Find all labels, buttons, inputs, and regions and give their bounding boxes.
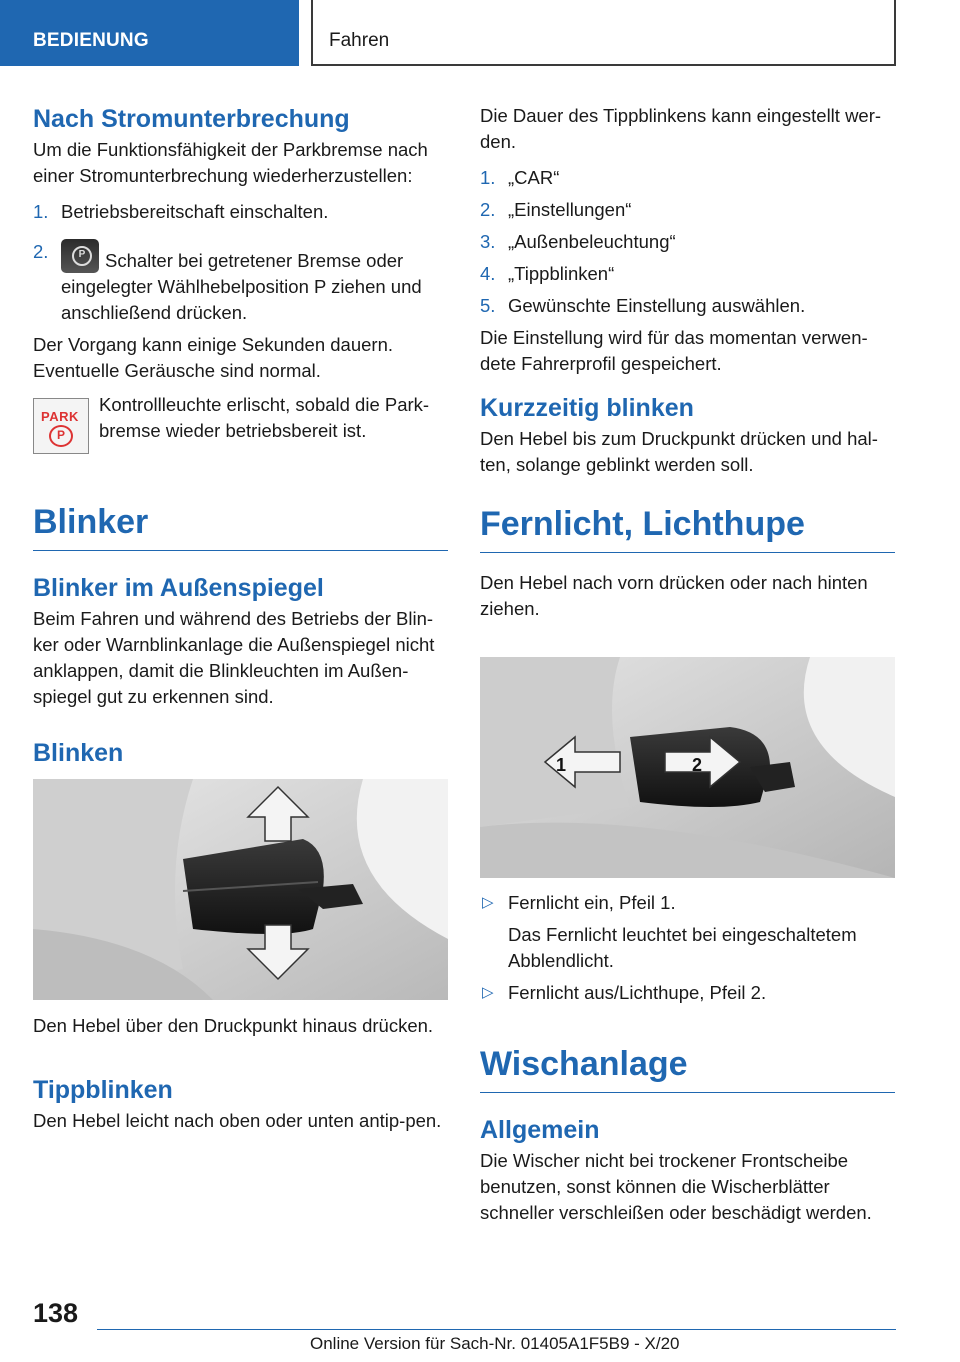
high-beam-lever-image bbox=[480, 657, 895, 878]
left-column-lower bbox=[33, 1013, 453, 1134]
heading-blinken: Blinken bbox=[33, 739, 124, 767]
list-text: „Einstellungen“ bbox=[508, 199, 632, 220]
blinken-caption: Den Hebel über den Druckpunkt hinaus drücken. bbox=[33, 1015, 434, 1036]
heading-allgemein: Allgemein bbox=[480, 1116, 600, 1144]
list-number: 1. bbox=[480, 167, 496, 188]
park-icon-label: PARK bbox=[41, 409, 79, 424]
park-warning-icon bbox=[33, 398, 89, 454]
heading-tippblinken: Tippblinken bbox=[33, 1076, 173, 1104]
list-number: 1. bbox=[33, 201, 49, 222]
list-text: Betriebsbereitschaft einschalten. bbox=[61, 201, 329, 222]
parking-brake-switch-icon bbox=[61, 239, 99, 273]
heading-fernlicht: Fernlicht, Lichthupe bbox=[480, 502, 895, 553]
list-item bbox=[33, 199, 448, 225]
list-item bbox=[480, 261, 895, 287]
list-number: 2. bbox=[33, 241, 49, 262]
heading-kurzzeitig: Kurzzeitig blinken bbox=[480, 394, 694, 422]
footer-divider bbox=[97, 1329, 896, 1330]
list-item bbox=[480, 890, 900, 916]
heading-blinker: Blinker bbox=[33, 500, 448, 551]
kurz-text: Den Hebel bis zum Druckpunkt drücken und hal-ten, solange geblinkt werden soll. bbox=[480, 428, 878, 475]
list-item bbox=[480, 980, 900, 1006]
list-item bbox=[33, 239, 448, 326]
arrow-2-label: 2 bbox=[692, 755, 703, 775]
triangle-bullet-icon: ▷ bbox=[482, 894, 494, 911]
blinker-lever-image bbox=[33, 779, 448, 1000]
list-text: Fernlicht aus/Lichthupe, Pfeil 2. bbox=[508, 982, 767, 1003]
chapter-title: Fahren bbox=[311, 0, 896, 66]
list-item bbox=[480, 197, 895, 223]
list-text: Gewünschte Einstellung auswählen. bbox=[508, 295, 806, 316]
list-number: 5. bbox=[480, 295, 496, 316]
heading-wischanlage: Wischanlage bbox=[480, 1042, 895, 1093]
list-item bbox=[480, 165, 895, 191]
fern-item-sub: Das Fernlicht leuchtet bei eingeschaltetem Abblendlicht. bbox=[508, 924, 857, 971]
triangle-bullet-icon: ▷ bbox=[482, 984, 494, 1001]
list-number: 4. bbox=[480, 263, 496, 284]
list-number: 3. bbox=[480, 231, 496, 252]
right-column bbox=[480, 100, 895, 622]
right-column-lower bbox=[480, 890, 900, 1226]
tipp-text: Den Hebel leicht nach oben oder unten antip-pen. bbox=[33, 1110, 442, 1131]
strom-note: Der Vorgang kann einige Sekunden dauern. Eventuelle Geräusche sind normal. bbox=[33, 334, 393, 381]
aussenspiegel-text: Beim Fahren und während des Betriebs der Blin-ker oder Warnblinkanlage die Außenspiegel nicht anklappen, damit die Blinkleuchten im Außen-spiegel gut zu erkennen sind. bbox=[33, 608, 435, 707]
list-number: 2. bbox=[480, 199, 496, 220]
list-item bbox=[480, 293, 895, 319]
arrow-1-label: 1 bbox=[556, 755, 567, 775]
tipp-saved: Die Einstellung wird für das momentan verwen-dete Fahrerprofil gespeichert. bbox=[480, 327, 868, 374]
footer-online-version: Online Version für Sach-Nr. 01405A1F5B9 - X/20 bbox=[310, 1334, 680, 1353]
list-text: „Tippblinken“ bbox=[508, 263, 615, 284]
park-indicator-row bbox=[33, 392, 448, 462]
fern-text: Den Hebel nach vorn drücken oder nach hinten ziehen. bbox=[480, 572, 868, 619]
park-note: Kontrollleuchte erlischt, sobald die Park-bremse wieder betriebsbereit ist. bbox=[99, 394, 430, 441]
allg-text: Die Wischer nicht bei trockener Frontscheibe benutzen, sonst können die Wischerblätter schneller verschleißen oder beschädigt werden. bbox=[480, 1150, 872, 1223]
list-text: Fernlicht ein, Pfeil 1. bbox=[508, 892, 676, 913]
page-number: 138 bbox=[33, 1298, 79, 1328]
park-icon-circle: P bbox=[49, 425, 73, 447]
heading-blinker-aussenspiegel: Blinker im Außenspiegel bbox=[33, 574, 324, 602]
list-text: Schalter bei getretener Bremse oder eingelegter Wählhebelposition P ziehen und anschließend drücken. bbox=[61, 250, 422, 323]
section-tab: BEDIENUNG bbox=[0, 0, 299, 66]
left-column bbox=[33, 100, 448, 770]
list-item bbox=[480, 229, 895, 255]
heading-stromunterbrechung: Nach Stromunterbrechung bbox=[33, 105, 350, 133]
list-text: „CAR“ bbox=[508, 167, 560, 188]
tipp-dauer: Die Dauer des Tippblinkens kann eingestellt wer-den. bbox=[480, 105, 882, 152]
strom-intro: Um die Funktionsfähigkeit der Parkbremse nach einer Stromunterbrechung wiederherzustellen: bbox=[33, 139, 428, 186]
list-text: „Außenbeleuchtung“ bbox=[508, 231, 676, 252]
